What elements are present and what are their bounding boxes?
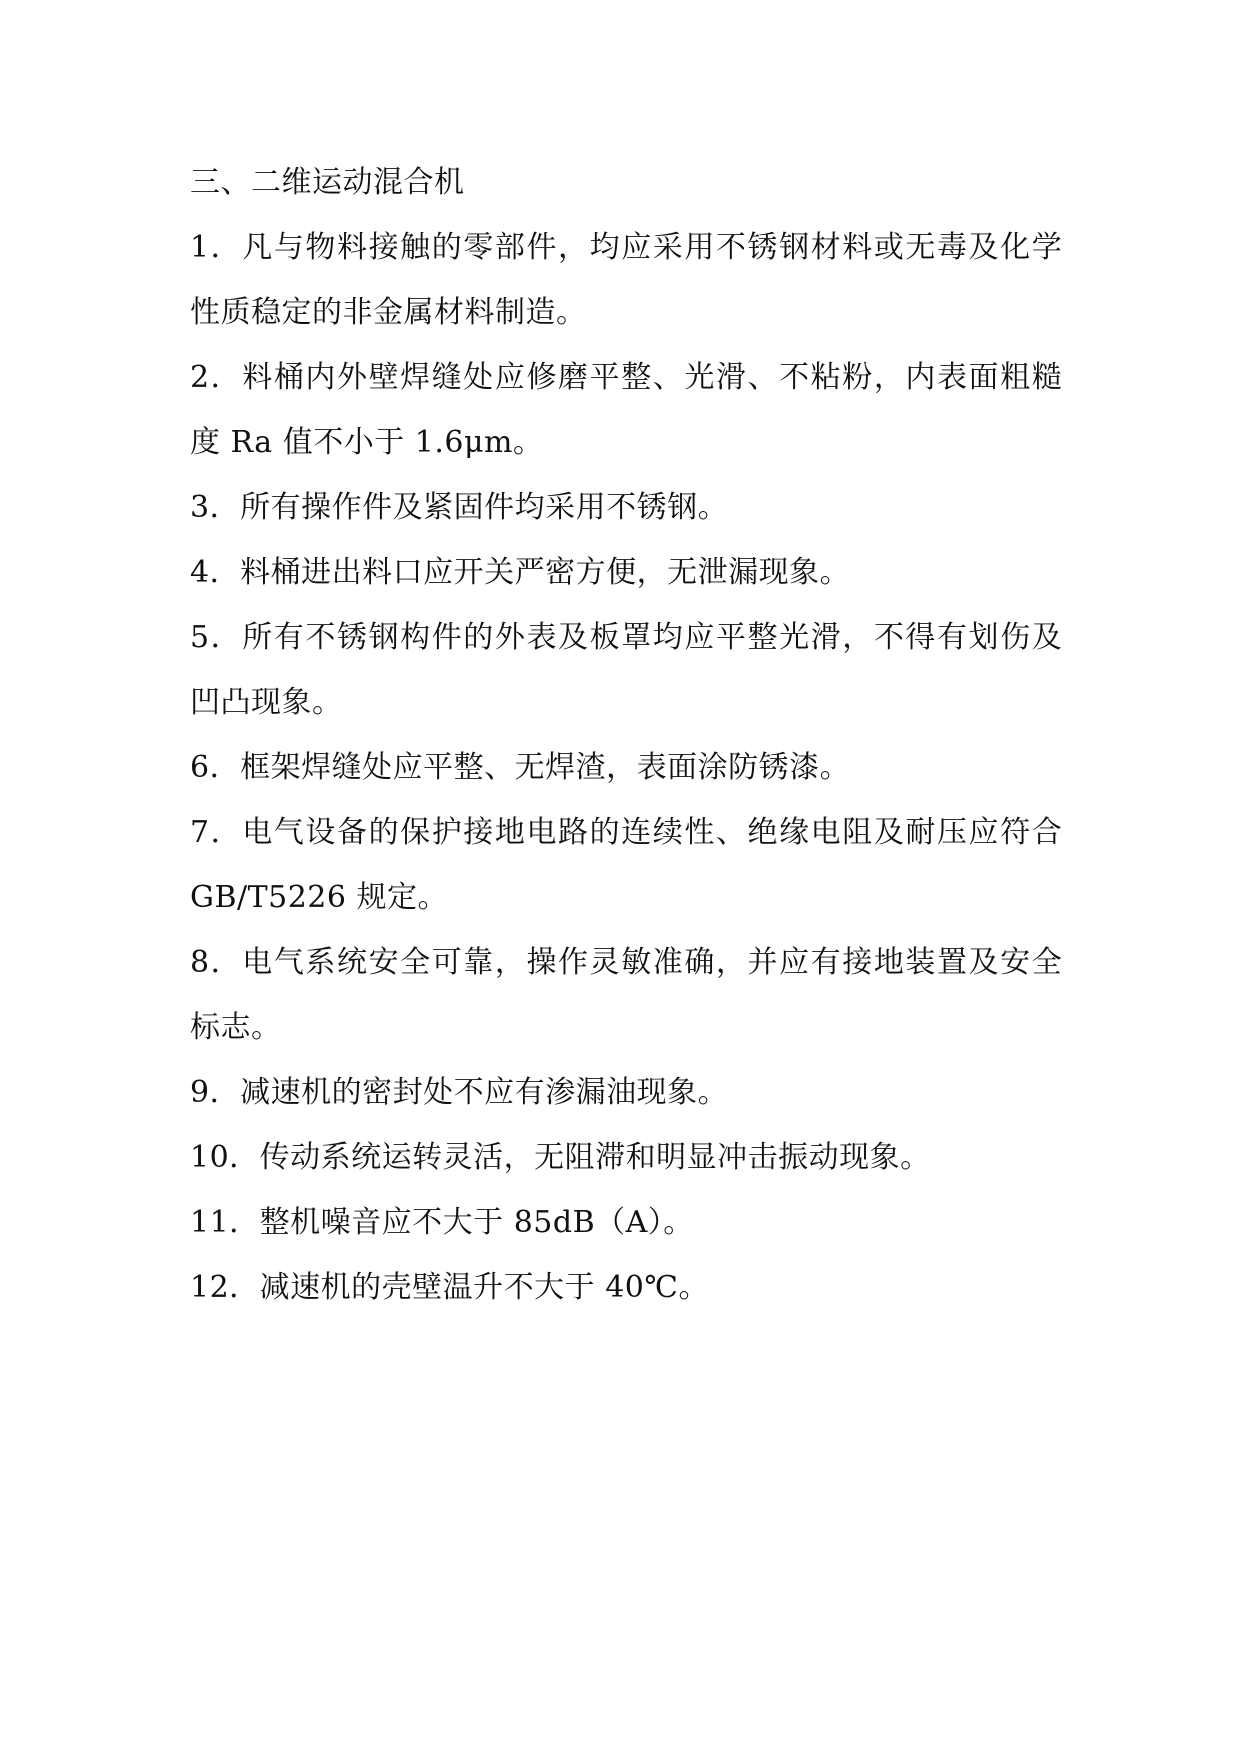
glyph: 不 [779, 360, 810, 395]
glyph: 、 [747, 360, 778, 395]
glyph: 接 [368, 230, 399, 265]
glyph: 1 [190, 230, 210, 265]
glyph: 应 [684, 620, 715, 655]
requirement-line: 凹凸现象。 [190, 685, 343, 720]
glyph: 地 [873, 945, 904, 980]
glyph: 、 [715, 815, 746, 850]
glyph: 得 [905, 620, 936, 655]
glyph: 或 [873, 230, 904, 265]
glyph: ． [210, 360, 241, 395]
glyph: 整 [747, 620, 778, 655]
glyph: 的 [589, 815, 620, 850]
glyph: 处 [463, 360, 494, 395]
glyph: ． [210, 815, 241, 850]
glyph: 化 [1000, 230, 1031, 265]
glyph: 性 [684, 815, 715, 850]
glyph: 及 [968, 945, 999, 980]
glyph: 可 [431, 945, 462, 980]
glyph: 应 [494, 360, 525, 395]
glyph: 气 [273, 945, 304, 980]
glyph: 表 [526, 620, 557, 655]
glyph: 应 [779, 945, 810, 980]
glyph: 接 [463, 815, 494, 850]
glyph: 面 [968, 360, 999, 395]
glyph: 气 [273, 815, 304, 850]
glyph: 件 [526, 230, 557, 265]
glyph: 全 [1031, 945, 1062, 980]
requirement-line [190, 930, 1062, 995]
glyph: 有 [810, 945, 841, 980]
glyph: 及 [1031, 620, 1062, 655]
glyph: 2 [190, 360, 210, 395]
glyph: 学 [1031, 230, 1062, 265]
glyph: 平 [715, 620, 746, 655]
glyph: 桶 [273, 360, 304, 395]
glyph: 应 [968, 815, 999, 850]
glyph: 磨 [558, 360, 589, 395]
glyph: 系 [305, 945, 336, 980]
glyph: 的 [463, 620, 494, 655]
glyph: 护 [431, 815, 462, 850]
glyph: 及 [968, 230, 999, 265]
glyph: 全 [400, 945, 431, 980]
glyph: 装 [905, 945, 936, 980]
glyph: 合 [1031, 815, 1062, 850]
glyph: 备 [336, 815, 367, 850]
glyph: 不 [873, 620, 904, 655]
glyph: 滑 [810, 620, 841, 655]
glyph: 修 [526, 360, 557, 395]
requirement-line: 3．所有操作件及紧固件均采用不锈钢。 [190, 490, 729, 525]
glyph: 内 [905, 360, 936, 395]
glyph: 安 [368, 945, 399, 980]
glyph: 无 [905, 230, 936, 265]
requirement-line: 10．传动系统运转灵活，无阻滞和明显冲击振动现象。 [190, 1140, 931, 1175]
glyph: 符 [1000, 815, 1031, 850]
glyph: 零 [463, 230, 494, 265]
glyph: 与 [273, 230, 304, 265]
glyph: 统 [336, 945, 367, 980]
requirement-line: 标志。 [190, 1010, 282, 1045]
glyph: 电 [526, 815, 557, 850]
glyph: 及 [873, 815, 904, 850]
section-heading: 三、二维运动混合机 [190, 165, 465, 200]
glyph: 料 [242, 360, 273, 395]
glyph: 、 [652, 360, 683, 395]
glyph: 及 [558, 620, 589, 655]
glyph: ． [210, 620, 241, 655]
glyph: ， [715, 945, 746, 980]
glyph: 绝 [747, 815, 778, 850]
glyph: 罩 [621, 620, 652, 655]
glyph: 路 [558, 815, 589, 850]
glyph: 糙 [1031, 360, 1062, 395]
glyph: 安 [1000, 945, 1031, 980]
glyph: 准 [652, 945, 683, 980]
glyph: 料 [336, 230, 367, 265]
glyph: 应 [621, 230, 652, 265]
glyph: 不 [715, 230, 746, 265]
glyph: 地 [494, 815, 525, 850]
glyph: 光 [779, 620, 810, 655]
glyph: 压 [936, 815, 967, 850]
glyph: 物 [305, 230, 336, 265]
glyph: 采 [652, 230, 683, 265]
glyph: 部 [494, 230, 525, 265]
glyph: ． [210, 230, 241, 265]
glyph: ， [842, 620, 873, 655]
glyph: 缝 [431, 360, 462, 395]
glyph: 触 [400, 230, 431, 265]
glyph: 有 [936, 620, 967, 655]
glyph: 锈 [747, 230, 778, 265]
glyph: 所 [242, 620, 273, 655]
glyph: 均 [652, 620, 683, 655]
glyph: 料 [842, 230, 873, 265]
glyph: 的 [368, 815, 399, 850]
glyph: 设 [305, 815, 336, 850]
glyph: 构 [400, 620, 431, 655]
requirement-line: GB/T5226 规定。 [190, 880, 449, 915]
document-body [190, 150, 1062, 1320]
requirement-line: 4．料桶进出料口应开关严密方便，无泄漏现象。 [190, 555, 851, 590]
glyph: 接 [842, 945, 873, 980]
glyph: 置 [936, 945, 967, 980]
requirement-line [190, 605, 1062, 670]
glyph: 凡 [242, 230, 273, 265]
glyph: 用 [684, 230, 715, 265]
glyph: ， [873, 360, 904, 395]
glyph: 保 [400, 815, 431, 850]
glyph: 阻 [842, 815, 873, 850]
requirement-line: 12．减速机的壳壁温升不大于 40℃。 [190, 1270, 709, 1305]
glyph: 并 [747, 945, 778, 980]
glyph: 锈 [336, 620, 367, 655]
glyph: 连 [621, 815, 652, 850]
glyph: 作 [558, 945, 589, 980]
glyph: 缘 [779, 815, 810, 850]
glyph: 粘 [810, 360, 841, 395]
glyph: 灵 [589, 945, 620, 980]
glyph: 材 [810, 230, 841, 265]
glyph: 粉 [842, 360, 873, 395]
glyph: 的 [431, 230, 462, 265]
glyph: 不 [305, 620, 336, 655]
glyph: 焊 [400, 360, 431, 395]
glyph: 外 [494, 620, 525, 655]
requirement-line [190, 345, 1062, 410]
glyph: 伤 [1000, 620, 1031, 655]
glyph: 续 [652, 815, 683, 850]
glyph: 操 [526, 945, 557, 980]
glyph: 电 [242, 945, 273, 980]
glyph: 耐 [905, 815, 936, 850]
glyph: 钢 [368, 620, 399, 655]
glyph: 板 [589, 620, 620, 655]
glyph: 平 [589, 360, 620, 395]
requirement-line: 度 Ra 值不小于 1.6μm。 [190, 425, 544, 460]
glyph: 有 [273, 620, 304, 655]
glyph: 8 [190, 945, 210, 980]
glyph: 壁 [368, 360, 399, 395]
glyph: 毒 [936, 230, 967, 265]
requirement-line [190, 215, 1062, 280]
glyph: 5 [190, 620, 210, 655]
glyph: 钢 [779, 230, 810, 265]
glyph: 敏 [621, 945, 652, 980]
glyph: 靠 [463, 945, 494, 980]
requirement-line [190, 800, 1062, 865]
glyph: 内 [305, 360, 336, 395]
requirement-line: 9．减速机的密封处不应有渗漏油现象。 [190, 1075, 729, 1110]
glyph: ． [210, 945, 241, 980]
requirement-line: 11．整机噪音应不大于 85dB（A）。 [190, 1205, 694, 1240]
glyph: ， [558, 230, 589, 265]
glyph: 均 [589, 230, 620, 265]
glyph: 划 [968, 620, 999, 655]
glyph: 表 [936, 360, 967, 395]
glyph: 滑 [715, 360, 746, 395]
glyph: 电 [242, 815, 273, 850]
glyph: 电 [810, 815, 841, 850]
glyph: 光 [684, 360, 715, 395]
glyph: 外 [336, 360, 367, 395]
requirement-line: 6．框架焊缝处应平整、无焊渣，表面涂防锈漆。 [190, 750, 851, 785]
glyph: 整 [621, 360, 652, 395]
requirement-line: 性质稳定的非金属材料制造。 [190, 295, 587, 330]
glyph: 粗 [1000, 360, 1031, 395]
glyph: 确 [684, 945, 715, 980]
glyph: 件 [431, 620, 462, 655]
glyph: ， [494, 945, 525, 980]
glyph: 7 [190, 815, 210, 850]
